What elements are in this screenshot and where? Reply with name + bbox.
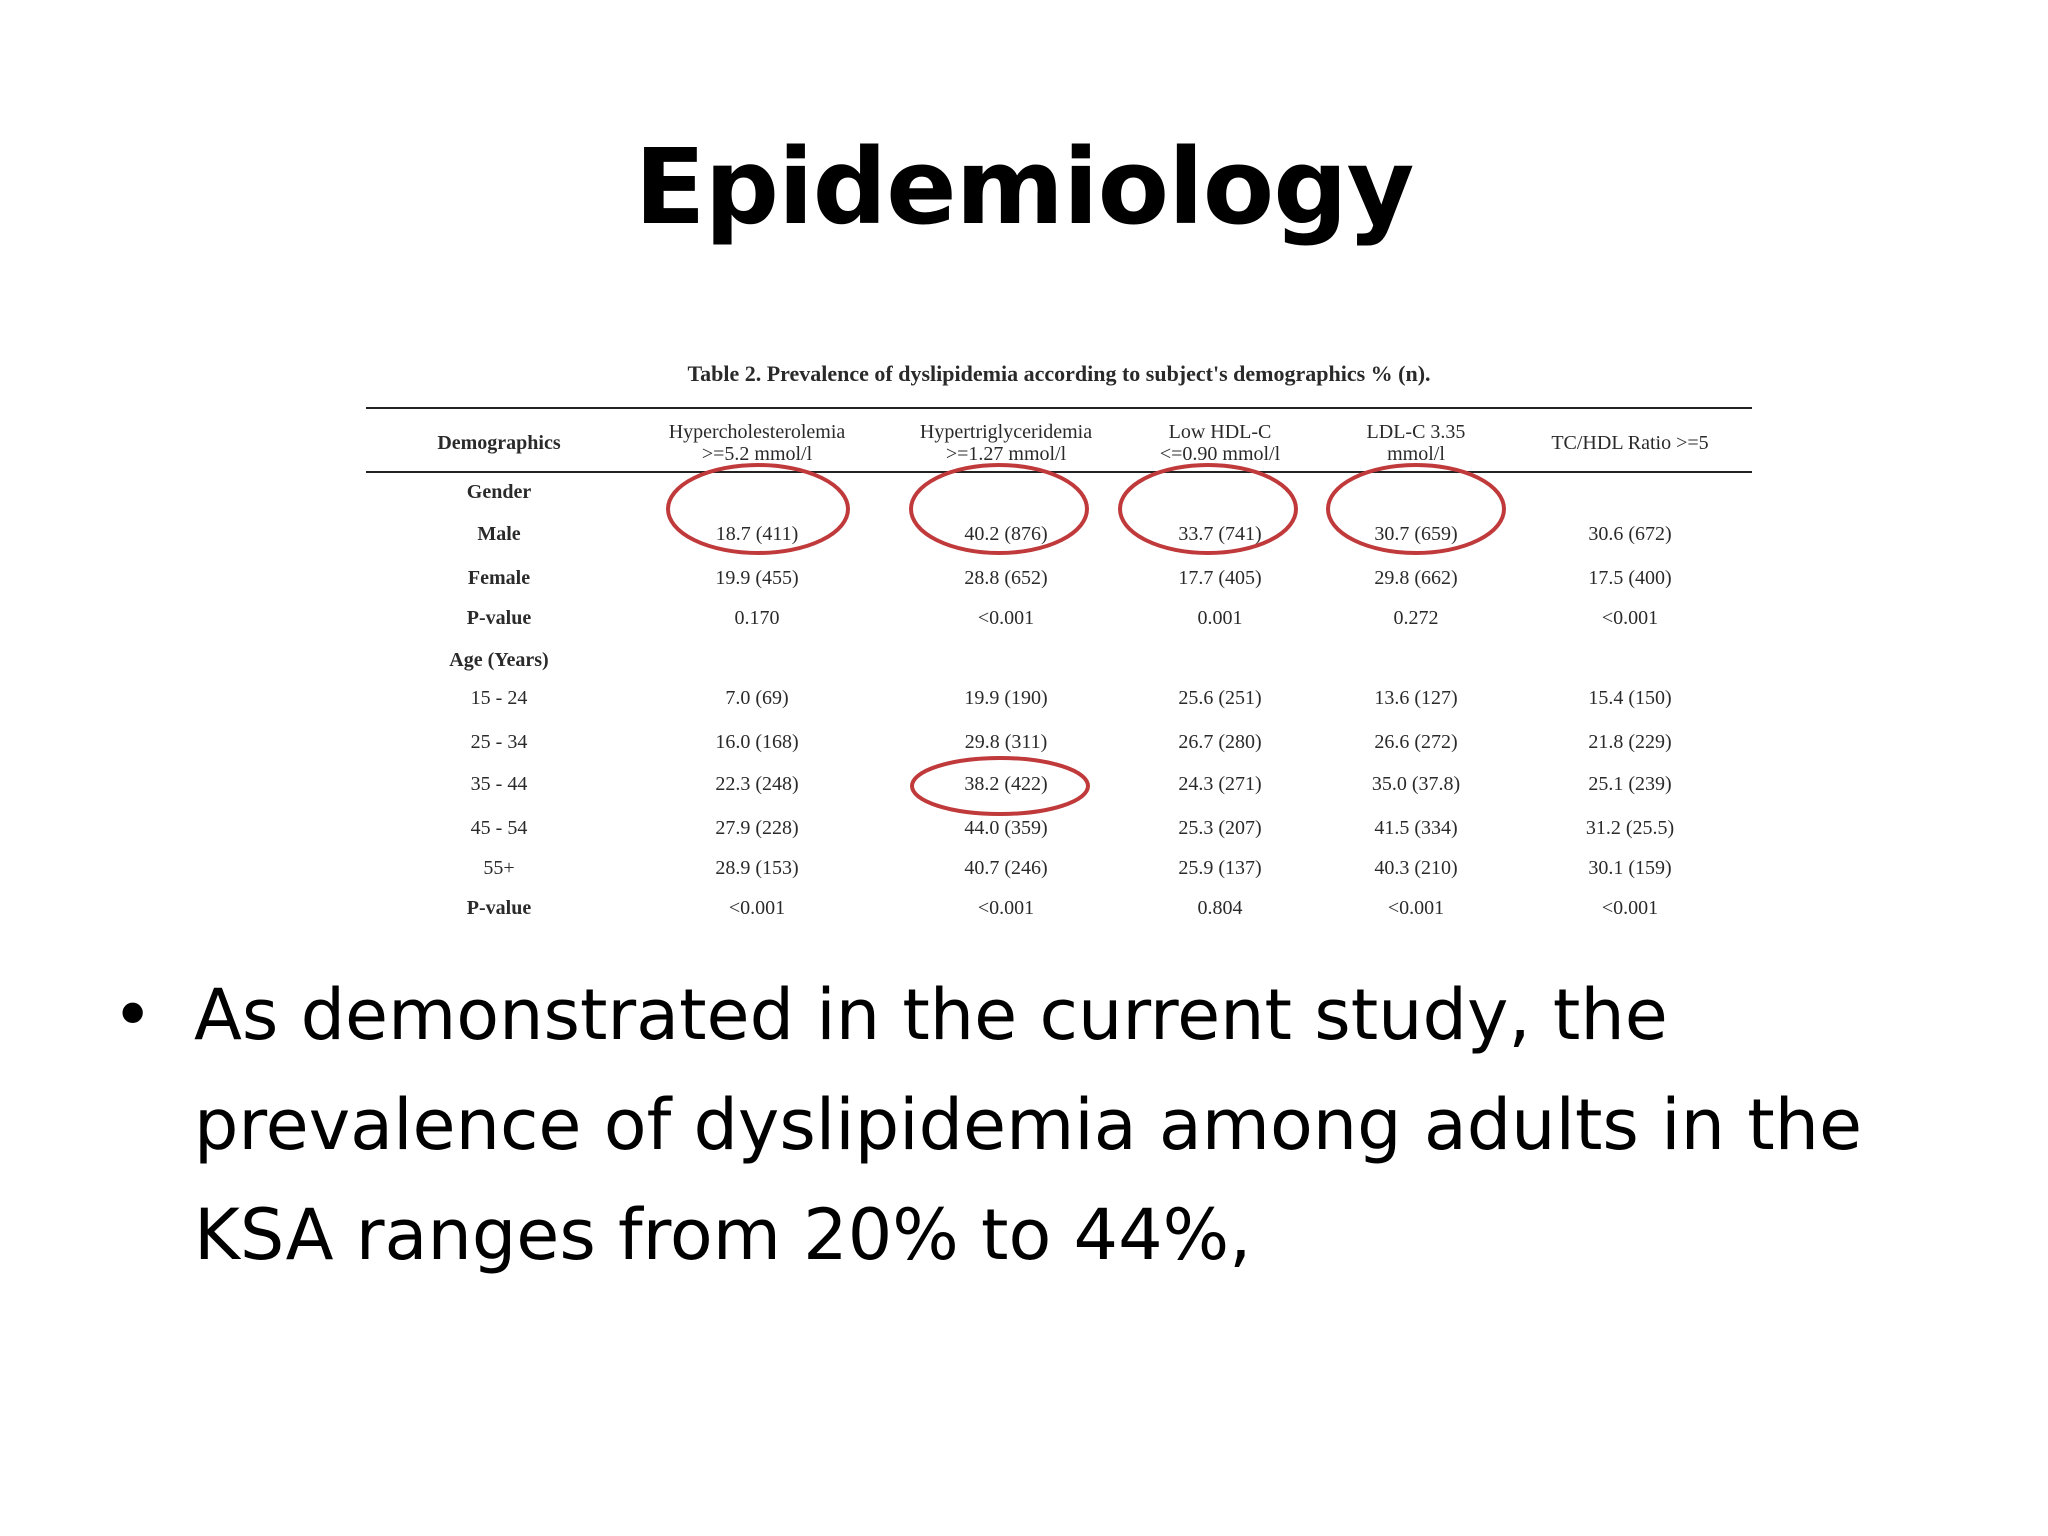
row-label: Gender	[466, 481, 532, 503]
table-cell: 25.9 (137)	[1178, 857, 1262, 879]
table-cell: 41.5 (334)	[1374, 817, 1458, 839]
table-cell: 7.0 (69)	[725, 687, 789, 709]
table-cell: <0.001	[977, 607, 1035, 629]
row-label: Age (Years)	[449, 649, 549, 671]
table-cell: 0.170	[734, 607, 780, 629]
table-cell: 19.9 (190)	[964, 687, 1048, 709]
column-header	[1321, 415, 1511, 471]
table-cell: 25.3 (207)	[1178, 817, 1262, 839]
table-cell: 13.6 (127)	[1374, 687, 1458, 709]
table-cell: 31.2 (25.5)	[1585, 817, 1675, 839]
column-header-line: <=0.90 mmol/l	[1159, 443, 1281, 465]
bullet-symbol: •	[112, 974, 154, 1056]
table-cell: 28.9 (153)	[715, 857, 799, 879]
column-header-line: LDL-C 3.35	[1366, 421, 1466, 443]
column-header-line: >=1.27 mmol/l	[945, 443, 1067, 465]
table-header-rule	[366, 471, 1752, 473]
table-cell: 40.3 (210)	[1374, 857, 1458, 879]
table-cell: 15.4 (150)	[1588, 687, 1672, 709]
table-cell: 25.1 (239)	[1588, 773, 1672, 795]
row-label: 45 - 54	[470, 817, 528, 839]
table-top-rule	[366, 407, 1752, 409]
table-caption: Table 2. Prevalence of dyslipidemia according to subject's demographics % (n).	[687, 361, 1431, 386]
column-header-line: mmol/l	[1387, 443, 1445, 465]
table-cell: 28.8 (652)	[964, 567, 1048, 589]
column-header-line: >=5.2 mmol/l	[701, 443, 813, 465]
table-cell: <0.001	[1601, 607, 1659, 629]
table-cell: 30.7 (659)	[1374, 523, 1458, 545]
column-header	[637, 415, 877, 471]
row-label: 35 - 44	[470, 773, 528, 795]
column-header-line: Hypertriglyceridemia	[919, 421, 1093, 443]
row-label: 55+	[483, 857, 515, 879]
table-cell: 40.2 (876)	[964, 523, 1048, 545]
table-cell: 16.0 (168)	[715, 731, 799, 753]
table-cell: 30.1 (159)	[1588, 857, 1672, 879]
table-cell: 18.7 (411)	[715, 523, 799, 545]
table-cell: 26.6 (272)	[1374, 731, 1458, 753]
table-cell: 40.7 (246)	[964, 857, 1048, 879]
table-cell: 26.7 (280)	[1178, 731, 1262, 753]
table-cell: 29.8 (662)	[1374, 567, 1458, 589]
table-cell: 17.5 (400)	[1588, 567, 1672, 589]
table-cell: 0.804	[1197, 897, 1243, 919]
row-label: Male	[477, 523, 521, 545]
column-header	[389, 415, 609, 471]
table-cell: 22.3 (248)	[715, 773, 799, 795]
table-cell: 27.9 (228)	[715, 817, 799, 839]
table-cell: 24.3 (271)	[1178, 773, 1262, 795]
table-cell: 33.7 (741)	[1178, 523, 1262, 545]
column-header-line: Hypercholesterolemia	[668, 421, 846, 443]
column-header	[886, 415, 1126, 471]
table-cell: 21.8 (229)	[1588, 731, 1672, 753]
table-cell: <0.001	[728, 897, 786, 919]
bullet-text: As demonstrated in the current study, the prevalence of dyslipidemia among adults in the KSA ranges from 20% to 44%,	[194, 974, 1863, 1276]
table-cell: 19.9 (455)	[715, 567, 799, 589]
table-cell: 29.8 (311)	[964, 731, 1048, 753]
row-label: P-value	[466, 607, 532, 629]
table-cell: 17.7 (405)	[1178, 567, 1262, 589]
table-cell: 30.6 (672)	[1588, 523, 1672, 545]
row-label: 25 - 34	[470, 731, 528, 753]
table-cell: 0.272	[1393, 607, 1439, 629]
table-cell: <0.001	[977, 897, 1035, 919]
table-cell: 35.0 (37.8)	[1371, 773, 1461, 795]
table-cell: <0.001	[1387, 897, 1445, 919]
table-cell: 25.6 (251)	[1178, 687, 1262, 709]
column-header	[1125, 415, 1315, 471]
table-cell: <0.001	[1601, 897, 1659, 919]
column-header-line: Demographics	[437, 432, 561, 454]
dyslipidemia-table	[366, 357, 1752, 942]
table-cell: 38.2 (422)	[964, 773, 1048, 795]
table-cell: 44.0 (359)	[964, 817, 1048, 839]
table-cell: 0.001	[1197, 607, 1243, 629]
column-header	[1515, 415, 1745, 471]
row-label: P-value	[466, 897, 532, 919]
slide-title: Epidemiology	[634, 126, 1414, 248]
row-label: 15 - 24	[470, 687, 528, 709]
column-header-line: Low HDL-C	[1168, 421, 1272, 443]
row-label: Female	[467, 567, 531, 589]
column-header-line: TC/HDL Ratio >=5	[1551, 432, 1709, 454]
